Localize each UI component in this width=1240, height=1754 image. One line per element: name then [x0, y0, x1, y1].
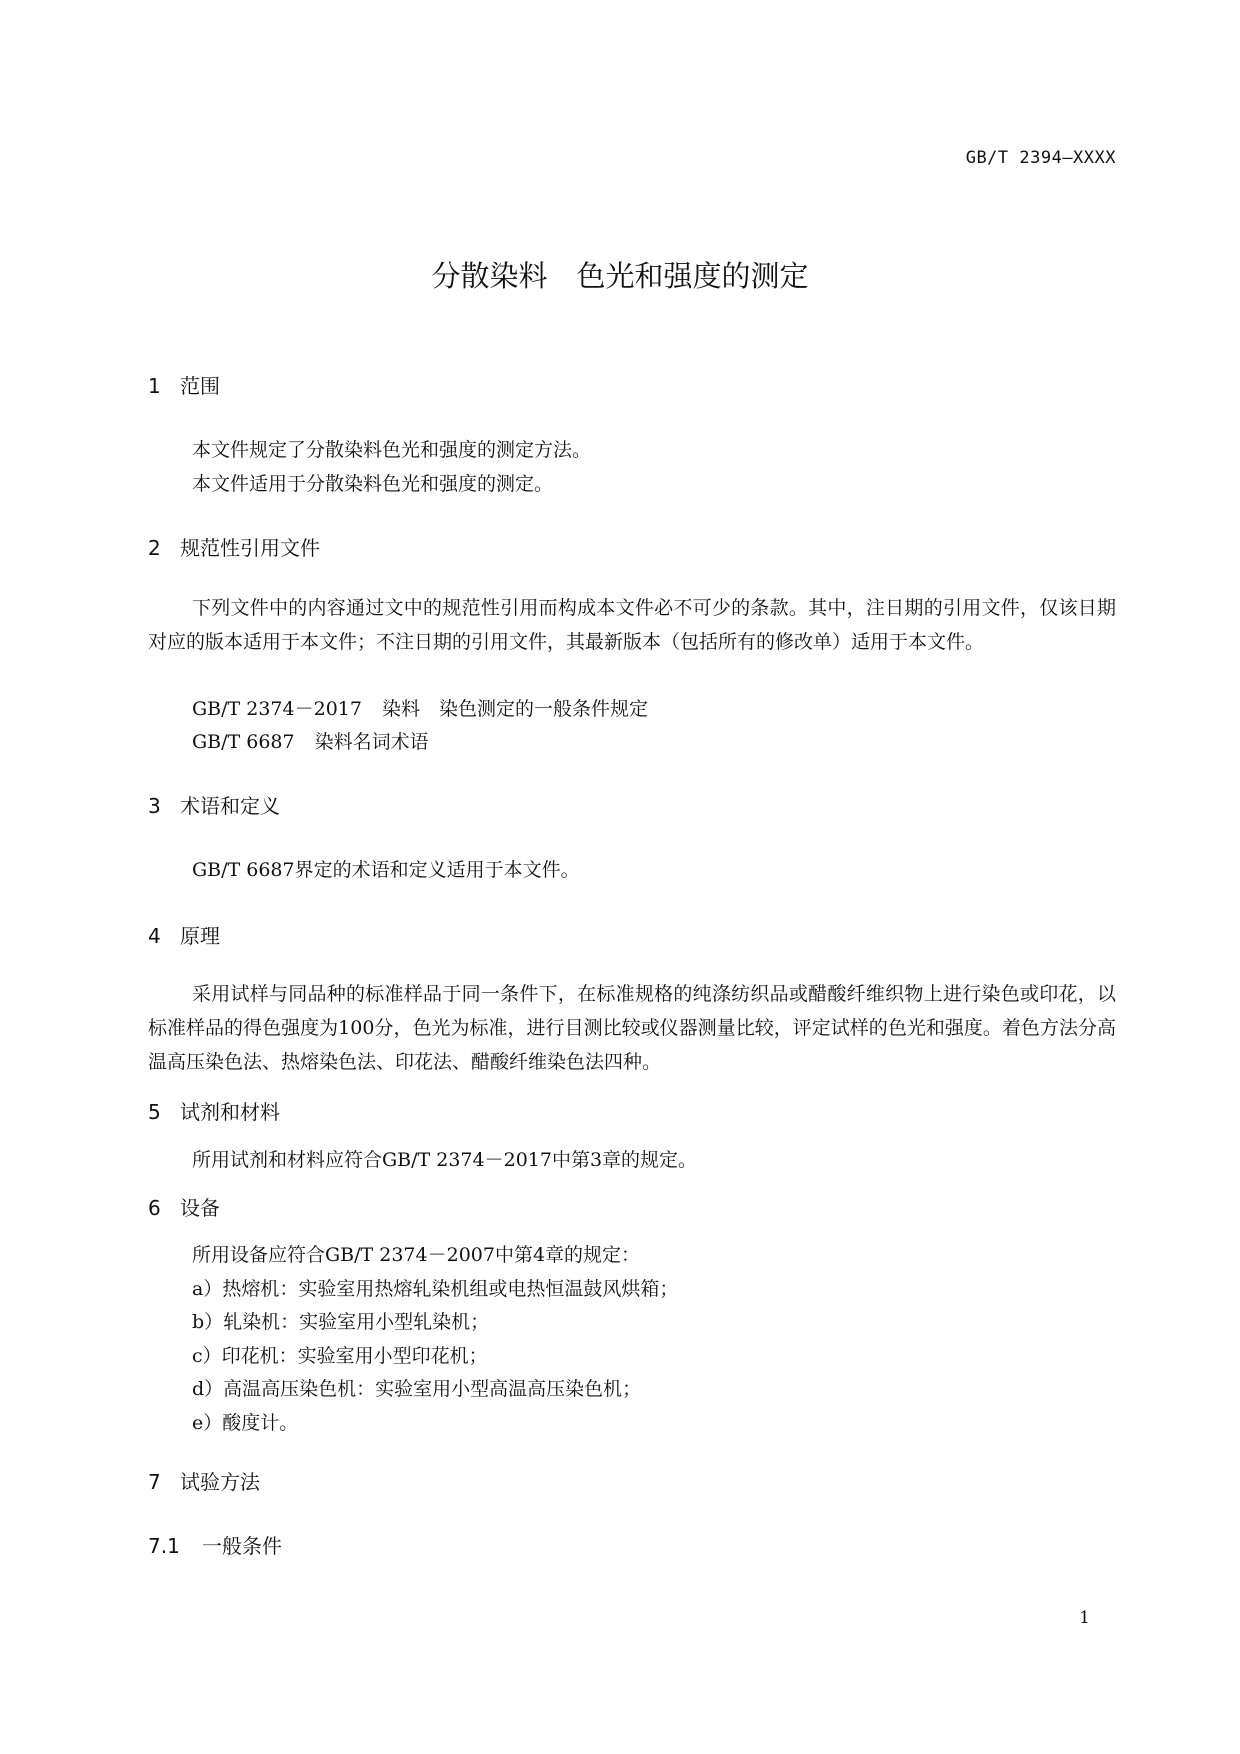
section-title: 试剂和材料 [180, 1100, 280, 1124]
section-7-heading [148, 1466, 260, 1495]
section-7-1-heading [148, 1530, 282, 1559]
reference-code: GB/T 2374－2017 [192, 698, 362, 720]
terms-text: GB/T 6687界定的术语和定义适用于本文件。 [192, 859, 580, 881]
section-number: 6 [148, 1196, 161, 1220]
reference-name: 染料 染色测定的一般条件规定 [381, 698, 648, 720]
document-title: 分散染料 色光和强度的测定 [431, 259, 809, 293]
section-title: 规范性引用文件 [180, 536, 320, 560]
equipment-intro: 所用设备应符合GB/T 2374－2007中第4章的规定： [192, 1244, 641, 1266]
section-number: 4 [148, 924, 161, 948]
scope-line-2: 本文件适用于分散染料色光和强度的测定。 [192, 473, 554, 495]
scope-line-1: 本文件规定了分散染料色光和强度的测定方法。 [192, 439, 592, 461]
reference-code: GB/T 6687 [192, 731, 295, 753]
section-title: 原理 [180, 924, 220, 948]
reference-name: 染料名词术语 [314, 731, 429, 753]
page-number: 1 [1079, 1608, 1090, 1628]
equipment-item-d: d）高温高压染色机：实验室用小型高温高压染色机； [192, 1378, 642, 1400]
section-title: 范围 [180, 374, 220, 398]
principle-paragraph: 采用试样与同品种的标准样品于同一条件下，在标准规格的纯涤纺织品或醋酸纤维织物上进行染色或印花，以标准样品的得色强度为100分，色光为标准，进行目测比较或仪器测量比较，评定试样的色光和强度。着色方法分高温高压染色法、热熔染色法、印花法、醋酸纤维染色法四种。 [148, 983, 1116, 1073]
section-4-heading [148, 920, 220, 949]
section-title: 试验方法 [180, 1470, 260, 1494]
normative-references-paragraph: 下列文件中的内容通过文中的规范性引用而构成本文件必不可少的条款。其中，注日期的引用文件，仅该日期对应的版本适用于本文件；不注日期的引用文件，其最新版本（包括所有的修改单）适用于本文件。 [148, 597, 1116, 653]
section-title: 术语和定义 [180, 794, 280, 818]
section-title: 一般条件 [202, 1534, 282, 1558]
section-number: 7.1 [148, 1534, 180, 1558]
equipment-item-e: e）酸度计。 [192, 1412, 299, 1434]
document-code: GB/T 2394—XXXX [965, 148, 1116, 168]
section-number: 1 [148, 374, 161, 398]
section-number: 7 [148, 1470, 161, 1494]
section-1-heading [148, 370, 220, 399]
section-number: 5 [148, 1100, 161, 1124]
section-number: 2 [148, 536, 161, 560]
reference-item [192, 727, 429, 754]
section-number: 3 [148, 794, 161, 818]
reference-item [192, 694, 648, 721]
equipment-item-a: a）热熔机：实验室用热熔轧染机组或电热恒温鼓风烘箱； [192, 1278, 679, 1300]
section-2-heading [148, 532, 320, 561]
reagents-text: 所用试剂和材料应符合GB/T 2374－2017中第3章的规定。 [192, 1149, 698, 1171]
section-title: 设备 [180, 1196, 220, 1220]
section-5-heading [148, 1096, 280, 1125]
equipment-item-c: c）印花机：实验室用小型印花机； [192, 1345, 488, 1367]
equipment-item-b: b）轧染机：实验室用小型轧染机； [192, 1311, 490, 1333]
section-6-heading [148, 1192, 220, 1221]
section-3-heading [148, 790, 280, 819]
